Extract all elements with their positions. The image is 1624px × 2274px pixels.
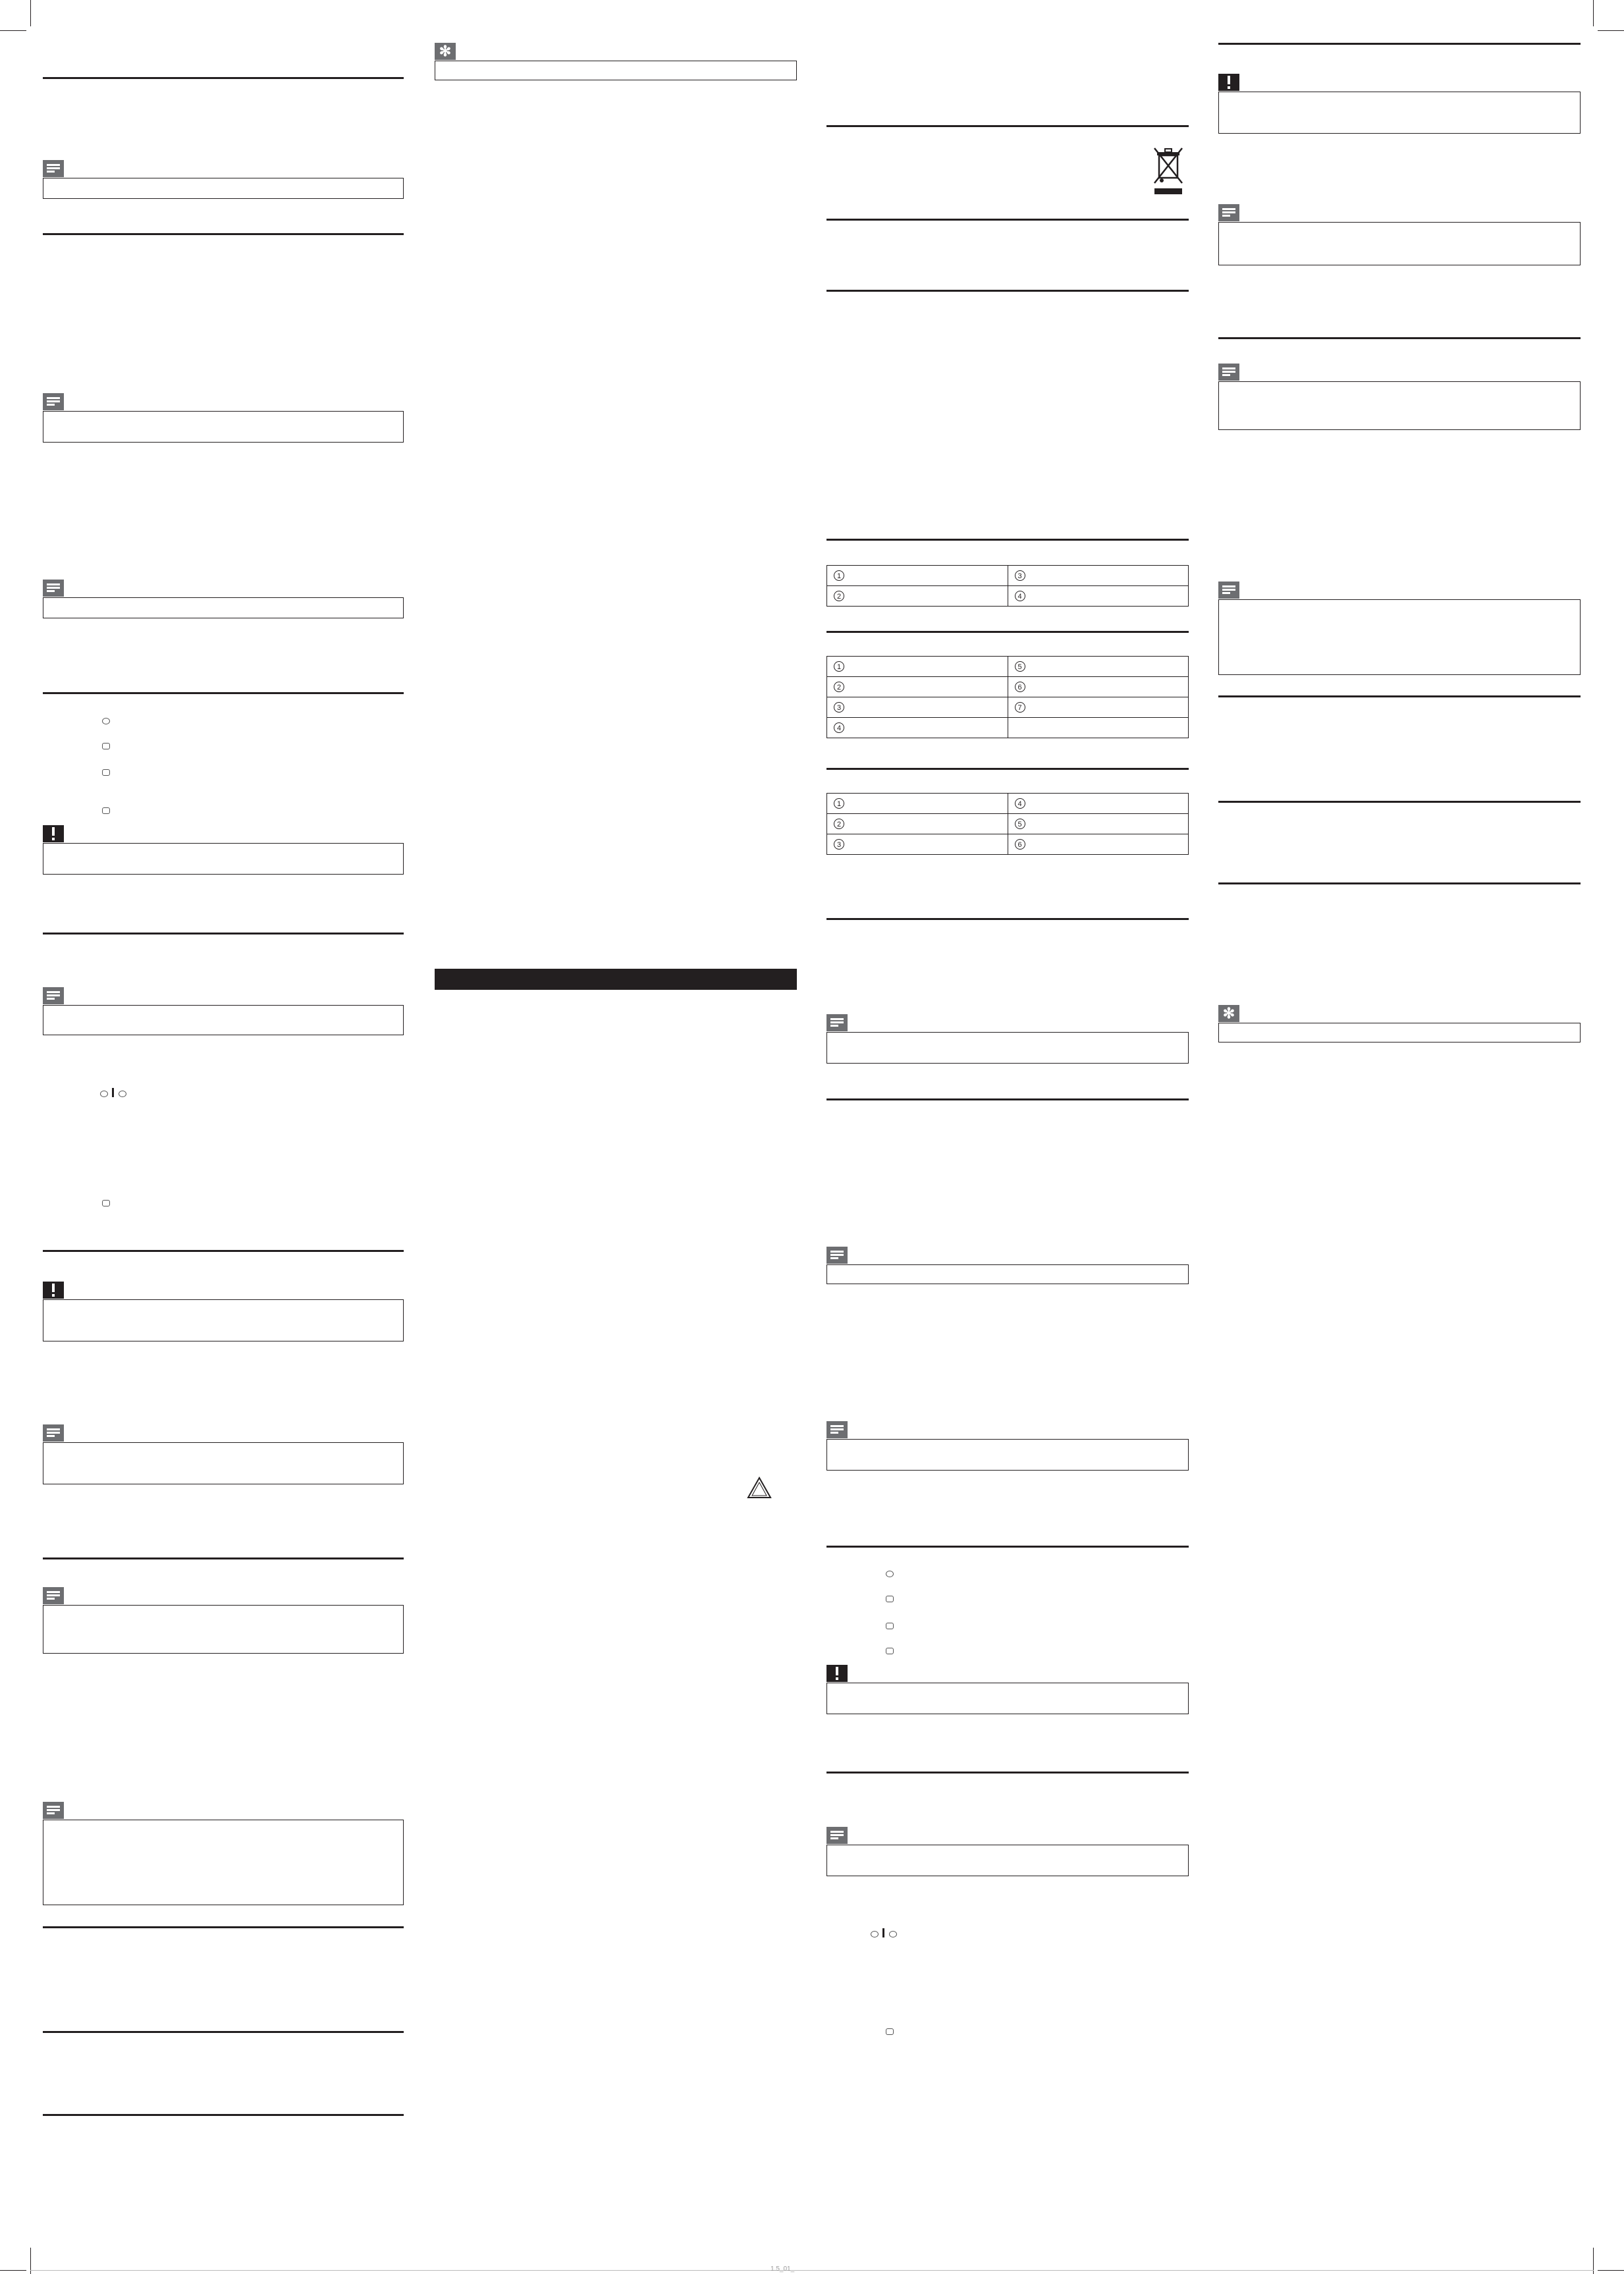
part-number: 1: [834, 570, 844, 581]
part-number: 2: [834, 682, 844, 692]
tip-icon: ✻: [1218, 1005, 1239, 1022]
section-rule: [826, 1546, 1189, 1548]
part-number: 1: [834, 661, 844, 672]
note-box: [826, 1845, 1189, 1876]
button-symbol-icon: [886, 1571, 894, 1577]
section-rule: [43, 2031, 404, 2033]
part-number: 1: [834, 798, 844, 809]
section-rule: [826, 125, 1189, 127]
part-number: 3: [834, 702, 844, 713]
table-cell: [1008, 657, 1189, 677]
section-rule: [1218, 882, 1581, 884]
parts-table: [826, 656, 1189, 738]
note-icon: [826, 1014, 848, 1031]
crop-mark: [0, 30, 26, 31]
timer-plus-icon: [119, 1091, 126, 1097]
part-number: 6: [1015, 839, 1025, 850]
section-rule: [43, 1250, 404, 1252]
note-icon: [43, 987, 64, 1004]
crop-mark: [1598, 2270, 1624, 2271]
section-rule: [43, 233, 404, 235]
note-box: [43, 411, 404, 443]
warning-icon: [43, 1282, 64, 1299]
tip-box: [1218, 1023, 1581, 1042]
table-cell: [1008, 814, 1189, 834]
part-number: 4: [1015, 798, 1025, 809]
crossed-out-wheelie-bin-icon: [1152, 146, 1184, 196]
button-symbol-icon: [886, 1623, 894, 1629]
table-row: [827, 794, 1189, 814]
button-symbol-icon: [102, 769, 110, 776]
part-number: 5: [1015, 661, 1025, 672]
section-rule: [1218, 337, 1581, 339]
warning-icon: [1218, 74, 1239, 91]
note-box: [1218, 222, 1581, 265]
section-rule: [826, 1098, 1189, 1100]
caution-triangle-icon: [746, 1476, 772, 1500]
table-cell: [827, 566, 1008, 586]
table-cell: [827, 814, 1008, 834]
part-number: 7: [1015, 702, 1025, 713]
tip-icon: ✻: [435, 43, 456, 60]
bottom-trim-line: [30, 2270, 1594, 2271]
part-number: 6: [1015, 682, 1025, 692]
note-box: [43, 1442, 404, 1484]
note-box: [1218, 381, 1581, 430]
note-box: [43, 178, 404, 199]
crop-mark: [0, 2270, 26, 2271]
note-box: [1218, 599, 1581, 675]
table-cell: [827, 834, 1008, 855]
part-number: 3: [1015, 570, 1025, 581]
section-banner: [435, 969, 797, 990]
button-symbol-icon: [102, 718, 110, 724]
button-symbol-icon: [886, 2028, 894, 2035]
section-rule: [826, 768, 1189, 770]
table-row: [827, 566, 1189, 586]
table-cell: [827, 586, 1008, 607]
table-row: [827, 814, 1189, 834]
table-cell: [1008, 586, 1189, 607]
section-rule: [826, 1772, 1189, 1773]
table-cell: [1008, 718, 1189, 738]
button-symbol-icon: [102, 1200, 110, 1206]
table-row: [827, 677, 1189, 697]
note-icon: [43, 1424, 64, 1442]
table-cell: [827, 657, 1008, 677]
timer-plus-icon: [889, 1931, 897, 1937]
warning-icon: [43, 825, 64, 842]
table-cell: [1008, 697, 1189, 718]
section-rule: [826, 219, 1189, 221]
section-rule: [826, 631, 1189, 633]
note-icon: [43, 1802, 64, 1819]
note-icon: [1218, 582, 1239, 599]
note-box: [43, 1605, 404, 1654]
button-symbol-icon: [886, 1648, 894, 1654]
section-rule: [43, 933, 404, 934]
part-number: 4: [1015, 591, 1025, 601]
section-rule: [826, 539, 1189, 541]
crop-mark: [1593, 0, 1594, 26]
note-icon: [1218, 364, 1239, 381]
table-cell: [1008, 794, 1189, 814]
section-rule: [43, 77, 404, 79]
table-cell: [1008, 566, 1189, 586]
note-box: [43, 1005, 404, 1035]
section-rule: [826, 290, 1189, 292]
section-rule: [43, 2114, 404, 2116]
slash-separator-icon: [112, 1088, 114, 1097]
crop-mark: [30, 0, 31, 26]
timer-minus-icon: [871, 1931, 879, 1937]
section-rule: [1218, 43, 1581, 45]
crop-mark: [1598, 30, 1624, 31]
note-box: [43, 1820, 404, 1905]
table-cell: [827, 697, 1008, 718]
note-icon: [43, 580, 64, 597]
warning-box: [1218, 92, 1581, 134]
note-icon: [43, 160, 64, 177]
note-icon: [43, 1587, 64, 1604]
part-number: 4: [834, 722, 844, 733]
section-rule: [43, 1926, 404, 1928]
table-cell: [1008, 677, 1189, 697]
tip-box: [435, 61, 797, 80]
button-symbol-icon: [102, 807, 110, 814]
section-rule: [43, 1557, 404, 1559]
part-number: 3: [834, 839, 844, 850]
note-icon: [43, 393, 64, 410]
warning-box: [43, 843, 404, 875]
slash-separator-icon: [882, 1928, 884, 1937]
timer-minus-icon: [100, 1091, 108, 1097]
parts-table: [826, 565, 1189, 607]
button-symbol-icon: [886, 1596, 894, 1602]
part-number: 5: [1015, 819, 1025, 829]
table-cell: [1008, 834, 1189, 855]
button-symbol-icon: [102, 743, 110, 749]
table-cell: [827, 794, 1008, 814]
table-row: [827, 697, 1189, 718]
note-icon: [1218, 204, 1239, 221]
warning-box: [43, 1299, 404, 1341]
note-icon: [826, 1247, 848, 1264]
note-box: [826, 1439, 1189, 1471]
table-row: [827, 657, 1189, 677]
table-row: [827, 586, 1189, 607]
note-box: [826, 1032, 1189, 1064]
footer-page-label: 1.5_01_: [771, 2265, 795, 2273]
note-icon: [826, 1421, 848, 1438]
section-rule: [826, 918, 1189, 920]
section-rule: [1218, 801, 1581, 803]
note-box: [43, 597, 404, 618]
table-cell: [827, 718, 1008, 738]
note-box: [826, 1264, 1189, 1284]
parts-table: [826, 793, 1189, 855]
part-number: 2: [834, 819, 844, 829]
note-icon: [826, 1827, 848, 1844]
table-cell: [827, 677, 1008, 697]
table-row: [827, 718, 1189, 738]
warning-icon: [826, 1665, 848, 1682]
section-rule: [43, 692, 404, 694]
section-rule: [1218, 695, 1581, 697]
table-row: [827, 834, 1189, 855]
warning-box: [826, 1683, 1189, 1714]
part-number: 2: [834, 591, 844, 601]
